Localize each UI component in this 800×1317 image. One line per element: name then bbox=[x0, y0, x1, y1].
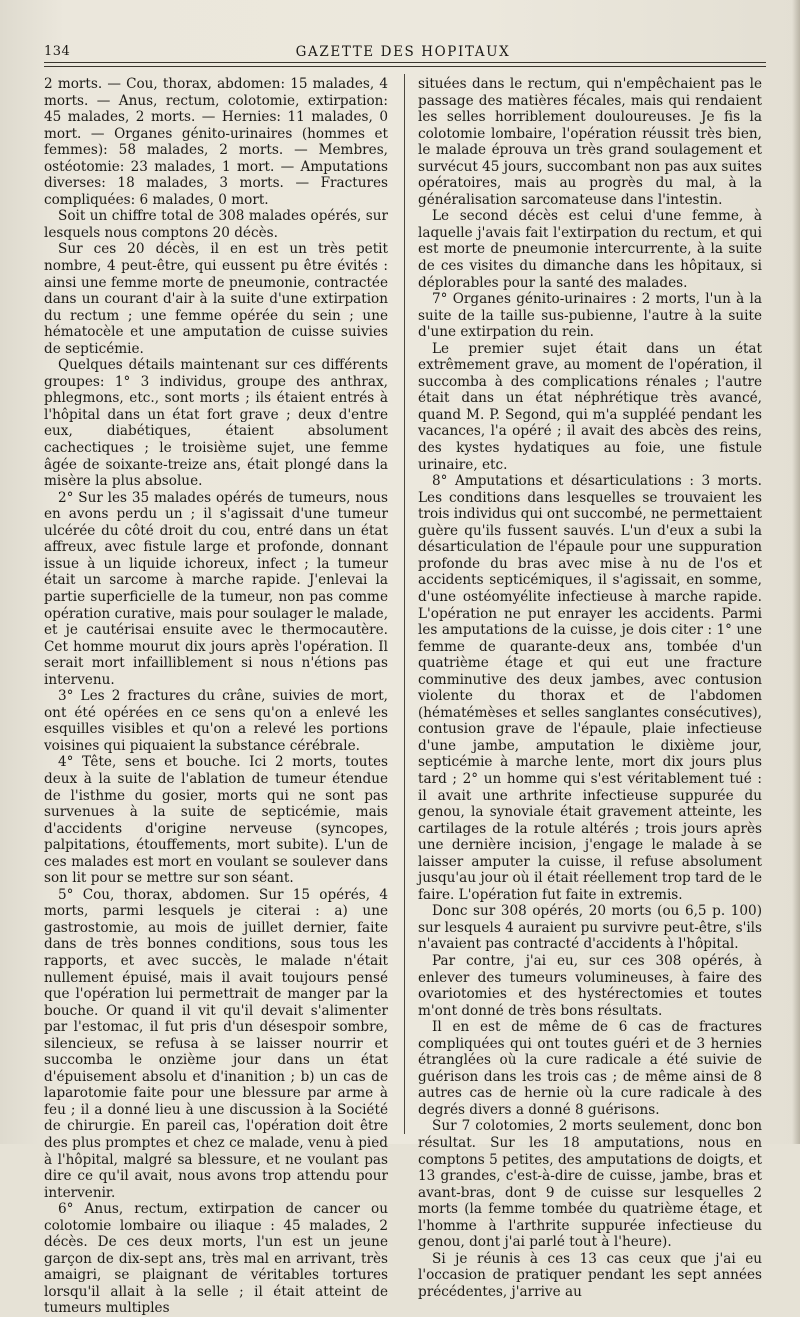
paragraph: 5° Cou, thorax, abdomen. Sur 15 opérés, 4 morts, parmi lesquels je citerai : a) une gastrostomie, au mois de juillet dernier, faite dans de très bonnes conditions, sous tous les rapports, et avec succès, le malade n'était nullement épuisé, mais il avait toujours pensé que l'opération lui permettrait de manger par la bouche. Or quand il vit qu'il devait s'alimenter par l'estomac, il fut pris d'un désespoir sombre, silencieux, se refusa à se laisser nourrir et succomba le onzième jour dans un état d'épuisement absolu et d'inanition ; b) un cas de laparotomie faite pour une blessure par arme à feu ; il a donné lieu à une discussion à la Société de chirurgie. En pareil cas, l'opération doit être des plus promptes et chez ce malade, venu à pied à l'hôpital, malgré sa blessure, et ne voulant pas dire ce qu'il avait, nous avons trop attendu pour intervenir. bbox=[44, 886, 388, 1201]
column-divider bbox=[404, 74, 405, 1134]
paragraph: 7° Organes génito-urinaires : 2 morts, l'un à la suite de la taille sus-pubienne, l'autre à la suite d'une extirpation du rein. bbox=[418, 291, 762, 341]
paragraph: Le premier sujet était dans un état extrêmement grave, au moment de l'opération, il succomba à des complications rénales ; l'autre était dans un état néphrétique très avancé, quand M. P. Segond, qui m'a suppléé pendant les vacances, l'a opéré ; il avait des abcès des reins, des kystes hydatiques au foie, une fistule urinaire, etc. bbox=[418, 340, 762, 473]
right-column bbox=[418, 76, 762, 1300]
paragraph: 8° Amputations et désarticulations : 3 morts. Les conditions dans lesquelles se trouvaient les trois individus qui ont succombé, ne permettaient guère qu'ils fussent sauvés. L'un d'eux a subi la désarticulation de l'épaule pour une suppuration profonde du bras avec mise à nu de l'os et accidents septicémiques, il s'agissait, en somme, d'une ostéomyélite infectieuse à marche rapide. L'opération ne put enrayer les accidents. Parmi les amputations de la cuisse, je dois citer : 1° une femme de quarante-deux ans, tombée d'un quatrième étage et qui eut une fracture comminutive des deux jambes, avec contusion violente du thorax et de l'abdomen (hématémèses et selles sanglantes consécutives), contusion grave de l'épaule, plaie infectieuse d'une jambe, amputation le dixième jour, septicémie à marche lente, mort dix jours plus tard ; 2° un homme qui s'est véritablement tué : il avait une arthrite infectieuse suppurée du genou, la synoviale était gravement atteinte, les cartilages de la rotule altérés ; trois jours après une dernière incision, j'engage le malade à se laisser amputer la cuisse, il refuse absolument jusqu'au jour où il était réellement trop tard de le faire. L'opération fut faite in extremis. bbox=[418, 473, 762, 903]
page-header bbox=[40, 40, 766, 60]
running-title: GAZETTE DES HOPITAUX bbox=[295, 44, 511, 60]
paragraph: Il en est de même de 6 cas de fractures compliquées qui ont toutes guéri et de 3 hernies étranglées où la cure radicale a été suivie de guérison dans les trois cas ; de même ainsi de 8 autres cas de hernie où la cure radicale à des degrés divers a donné 8 guérisons. bbox=[418, 1019, 762, 1118]
paragraph: Par contre, j'ai eu, sur ces 308 opérés, à enlever des tumeurs volumineuses, à faire des ovariotomies et des hystérectomies et toutes m'ont donné de très bons résultats. bbox=[418, 952, 762, 1019]
paragraph: 2° Sur les 35 malades opérés de tumeurs, nous en avons perdu un ; il s'agissait d'une tumeur ulcérée du côté droit du cou, entré dans un état affreux, avec fistule large et profonde, donnant issue à un liquide ichoreux, infect ; la tumeur était un sarcome à marche rapide. J'enlevai la partie superficielle de la tumeur, non pas comme opération curative, mais pour soulager le malade, et je cautérisai ensuite avec le thermocautère. Cet homme mourut dix jours après l'opération. Il serait mort infailliblement si nous n'étions pas intervenu. bbox=[44, 489, 389, 688]
paragraph: 4° Tête, sens et bouche. Ici 2 morts, toutes deux à la suite de l'ablation de tumeur étendue de l'isthme du gosier, morts qui ne sont pas survenues à la suite de septicémie, mais d'accidents d'origine nerveuse (syncopes, palpitations, étouffements, mort subite). L'un de ces malades est mort en voulant se soulever dans son lit pour se mettre sur son séant. bbox=[44, 754, 388, 887]
left-column bbox=[44, 76, 388, 1317]
paragraph: Sur 7 colotomies, 2 morts seulement, donc bon résultat. Sur les 18 amputations, nous en comptons 5 petites, des amputations de doigts, et 13 grandes, c'est-à-dire de cuisse, jambe, bras et avant-bras, dont 9 de cuisse sur lesquelles 2 morts (la femme tombée du quatrième étage, et l'homme à l'arthrite suppurée infectieuse du genou, dont j'ai parlé tout à l'heure). bbox=[418, 1118, 762, 1251]
paragraph: 2 morts. — Cou, thorax, abdomen: 15 malades, 4 morts. — Anus, rectum, colotomie, extirpation: 45 malades, 2 morts. — Hernies: 11 malades, 0 mort. — Organes génito-urinaires (hommes et femmes): 58 malades, 2 morts. — Membres, ostéotomie: 23 malades, 1 mort. — Amputations diverses: 18 malades, 3 morts. — Fractures compliquées: 6 malades, 0 mort. bbox=[44, 76, 388, 208]
paragraph: 6° Anus, rectum, extirpation de cancer ou colotomie lombaire ou iliaque : 45 malades, 2 décès. De ces deux morts, l'un est un jeune garçon de dix-sept ans, très mal en arrivant, très amaigri, se plaignant de véritables tortures lorsqu'il allait à la selle ; il était atteint de tumeurs multiples bbox=[44, 1201, 388, 1317]
header-rule bbox=[44, 62, 766, 63]
paragraph: situées dans le rectum, qui n'empêchaient pas le passage des matières fécales, mais qui rendaient les selles horriblement douloureuses. Je fis la colotomie lombaire, l'opération réussit très bien, le malade éprouva un très grand soulagement et survécut 45 jours, succombant non pas aux suites opératoires, mais au progrès du mal, à la généralisation sarcomateuse dans l'intestin. bbox=[418, 76, 762, 208]
page-number: 134 bbox=[44, 44, 71, 59]
page-edge-shadow bbox=[792, 0, 800, 1144]
paragraph: Sur ces 20 décès, il en est un très petit nombre, 4 peut-être, qui eussent pu être évités : ainsi une femme morte de pneumonie, contractée dans un courant d'air à la suite d'une extirpation du rectum ; une femme opérée du sein ; une hématocèle et une amputation de cuisse suivies de septicémie. bbox=[44, 241, 388, 357]
paragraph: Si je réunis à ces 13 cas ceux que j'ai eu l'occasion de pratiquer pendant les sept années précédentes, j'arrive au bbox=[418, 1250, 762, 1300]
paragraph: 3° Les 2 fractures du crâne, suivies de mort, ont été opérées en ce sens qu'on a enlevé les esquilles visibles et qu'on a relevé les portions voisines qui piquaient la substance cérébrale. bbox=[44, 688, 388, 754]
paragraph: Donc sur 308 opérés, 20 morts (ou 6,5 p. 100) sur lesquels 4 auraient pu survivre peut-être, s'ils n'avaient pas contracté d'accidents à l'hôpital. bbox=[418, 903, 762, 953]
paragraph: Quelques détails maintenant sur ces différents groupes: 1° 3 individus, groupe des anthrax, phlegmons, etc., sont morts ; ils étaient entrés à l'hôpital dans un état fort grave ; deux d'entre eux, diabétiques, étaient absolument cachectiques ; le troisième sujet, une femme âgée de soixante-treize ans, était plongé dans la misère la plus absolue. bbox=[44, 357, 388, 490]
paragraph: Le second décès est celui d'une femme, à laquelle j'avais fait l'extirpation du rectum, et qui est morte de pneumonie intercurrente, à la suite de ces visites du dimanche dans les hôpitaux, si déplorables pour la santé des malades. bbox=[418, 208, 762, 291]
paragraph: Soit un chiffre total de 308 malades opérés, sur lesquels nous comptons 20 décès. bbox=[44, 208, 388, 241]
header-rule-secondary bbox=[44, 66, 766, 67]
